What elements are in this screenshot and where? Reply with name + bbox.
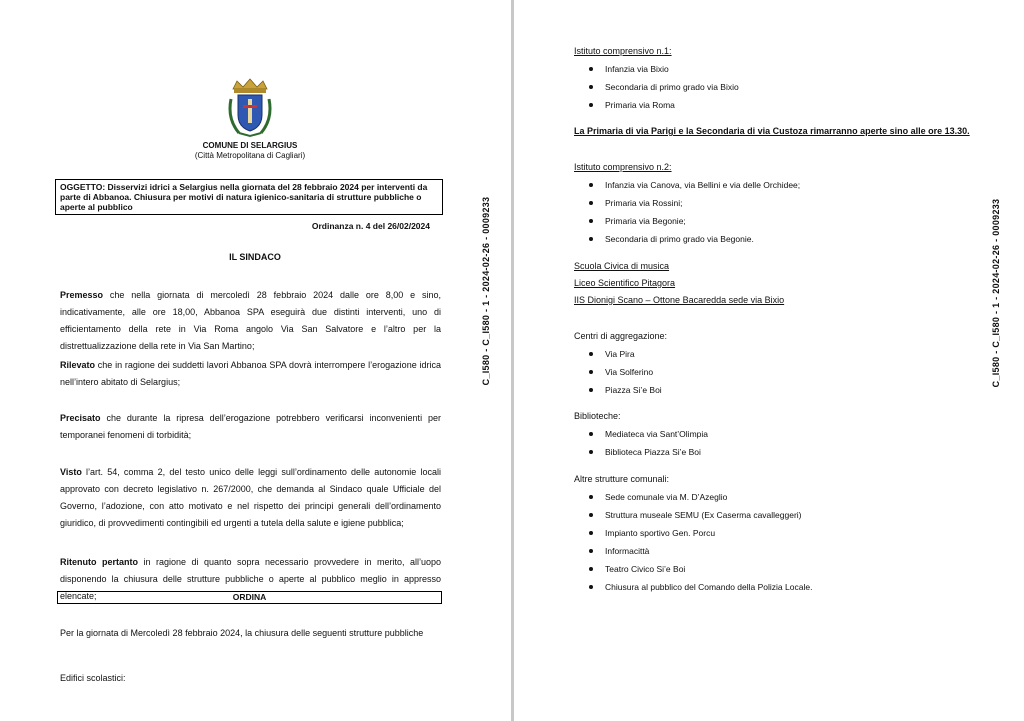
list-item: Impianto sportivo Gen. Porcu: [574, 524, 974, 542]
list-item: Via Pira: [574, 345, 954, 363]
paragraph-premesso: [60, 287, 441, 355]
list-item: Mediateca via Sant’Olimpia: [574, 425, 954, 443]
ic2-heading: Istituto comprensivo n.2:: [574, 162, 672, 172]
list-item: Primaria via Rossini;: [574, 194, 974, 212]
paragraph-lead: Ritenuto pertanto: [60, 557, 138, 567]
paragraph-lead: Visto: [60, 467, 82, 477]
list-item: Primaria via Roma: [574, 96, 954, 114]
paragraph-lead: Premesso: [60, 290, 104, 300]
paragraph-lead: Rilevato: [60, 360, 96, 370]
mayor-heading: IL SINDACO: [229, 252, 281, 262]
centri-heading: Centri di aggregazione:: [574, 331, 668, 341]
school-buildings-heading: Edifici scolastici:: [60, 673, 126, 683]
list-item: Informacittà: [574, 542, 974, 560]
protocol-stamp: C_I580 - C_I580 - 1 - 2024-02-26 - 0009233: [991, 198, 1001, 388]
list-item: Teatro Civico Si’e Boi: [574, 560, 974, 578]
municipality-name: COMUNE DI SELARGIUS: [202, 141, 298, 150]
biblio-list: [574, 425, 954, 461]
biblio-heading: Biblioteche:: [574, 411, 621, 421]
ic2-list: [574, 176, 974, 248]
closure-intro: Per la giornata di Mercoledì 28 febbraio 2024, la chiusura delle seguenti strutture pubbliche: [60, 628, 424, 638]
ic1-list: [574, 60, 954, 114]
list-item: Struttura museale SEMU (Ex Caserma cavalleggeri): [574, 506, 974, 524]
list-item: Biblioteca Piazza Si’e Boi: [574, 443, 954, 461]
other-school-3: IIS Dionigi Scano – Ottone Bacaredda sede via Bixio: [574, 295, 785, 305]
list-item: Infanzia via Bixio: [574, 60, 954, 78]
metropolitan-city: (Città Metropolitana di Cagliari): [194, 151, 306, 160]
other-school-2: Liceo Scientifico Pitagora: [574, 278, 676, 288]
ic1-note: La Primaria di via Parigi e la Secondaria di via Custoza rimarranno aperte sino alle ore 13.30.: [574, 126, 970, 136]
altre-list: [574, 488, 974, 596]
ordina-box: ORDINA: [57, 591, 442, 604]
list-item: Via Solferino: [574, 363, 954, 381]
list-item: Infanzia via Canova, via Bellini e via delle Orchidee;: [574, 176, 974, 194]
centri-list: [574, 345, 954, 399]
list-item: Piazza Si’e Boi: [574, 381, 954, 399]
ordinance-number: Ordinanza n. 4 del 26/02/2024: [311, 221, 430, 231]
other-school-1: Scuola Civica di musica: [574, 261, 670, 271]
paragraph-lead: Precisato: [60, 413, 101, 423]
subject-box: OGGETTO: Disservizi idrici a Selargius nella giornata del 28 febbraio 2024 per interventi da parte di Abbanoa. Chiusura per motivi di natura igienico-sanitaria di strutture pubbliche o aperte al pubblico: [55, 179, 443, 215]
paragraph-visto: [60, 464, 441, 532]
list-item: Primaria via Begonie;: [574, 212, 974, 230]
list-item: Sede comunale via M. D’Azeglio: [574, 488, 974, 506]
protocol-stamp: C_I580 - C_I580 - 1 - 2024-02-26 - 0009233: [481, 196, 491, 386]
document-page-right: [514, 0, 1024, 721]
paragraph-text: che durante la ripresa dell’erogazione potrebbero verificarsi inconvenienti per temporanei fenomeni di torbidità;: [60, 413, 441, 440]
paragraph-text: che in ragione dei suddetti lavori Abbanoa SPA dovrà interrompere l’erogazione idrica nell’intero abitato di Selargius;: [60, 360, 441, 387]
list-item: Secondaria di primo grado via Bixio: [574, 78, 954, 96]
paragraph-text: l’art. 54, comma 2, del testo unico delle leggi sull’ordinamento delle autonomie locali approvato con decreto legislativo n. 267/2000, che demanda al Sindaco quale Ufficiale del Governo, l’adozione, con atto motivato e nel rispetto dei principi generali dell’ordinamento giuridico, di provvedimenti contingibili ed urgenti a tutela della salute e igiene pubblica;: [60, 467, 441, 528]
list-item: Chiusura al pubblico del Comando della Polizia Locale.: [574, 578, 974, 596]
paragraph-text: che nella giornata di mercoledì 28 febbraio 2024 dalle ore 8,00 e sino, indicativamente, alle ore 18,00, Abbanoa SPA eseguirà due distinti interventi, uno di efficientamento della rete in Via Roma angolo Via San Salvatore e l’altro per la distrettualizzazione della rete in Via San Martino;: [60, 290, 441, 351]
paragraph-rilevato: [60, 357, 441, 391]
paragraph-precisato: [60, 410, 441, 444]
altre-heading: Altre strutture comunali:: [574, 474, 670, 484]
list-item: Secondaria di primo grado via Begonie.: [574, 230, 974, 248]
paragraph-text: in ragione di quanto sopra necessario provvedere in merito, all’uopo disponendo la chiusura delle strutture pubbliche o aperte al pubblico meglio in appresso elencate;: [60, 557, 441, 601]
document-page-left: [0, 0, 511, 721]
ic1-heading: Istituto comprensivo n.1:: [574, 46, 672, 56]
coat-of-arms-icon: [225, 75, 275, 139]
